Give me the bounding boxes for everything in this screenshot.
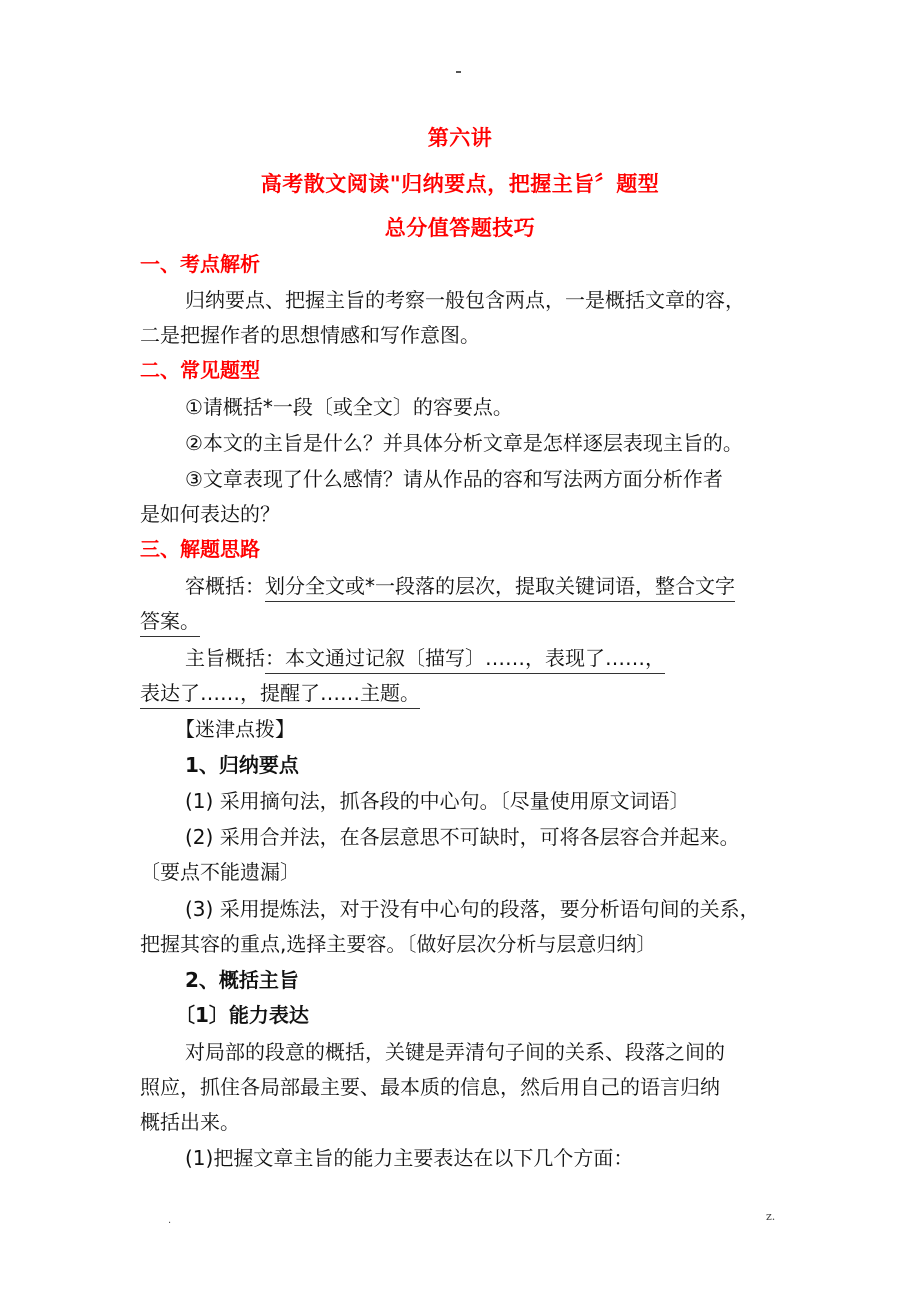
sub-title: 总分值答题技巧 <box>384 216 536 240</box>
summary-method-2: (2) 采用合并法，在各层意思不可缺时，可将各层容合并起来。 <box>185 825 740 849</box>
summary-method-3-cont: 把握其容的重点,选择主要容。〔做好层次分析与层意归纳〕 <box>140 932 657 956</box>
section1-para-line1: 归纳要点、把握主旨的考察一般包含两点，一是概括文章的容， <box>185 288 745 312</box>
lecture-title: 第六讲 <box>427 126 493 150</box>
footer-right-mark: z. <box>766 1210 776 1223</box>
content-summary-line1 <box>185 574 735 598</box>
summary-method-1: (1) 采用摘句法，抓各段的中心句。〔尽量使用原文词语〕 <box>185 789 690 813</box>
content-summary-method: 划分全文或*一段落的层次，提取关键词语，整合文字 <box>265 574 735 602</box>
header-mark <box>456 71 461 73</box>
ability-heading: 〔1〕能力表达 <box>175 1003 309 1027</box>
footer-left-mark: . <box>168 1215 172 1226</box>
theme-summary-template-cont: 表达了……，提醒了……主题。 <box>140 681 420 709</box>
content-summary-label: 容概括： <box>185 574 265 598</box>
ability-para-line2: 照应，抓住各局部最主要、最本质的信息，然后用自己的语言归纳 <box>140 1075 720 1099</box>
question-type-3-cont: 是如何表达的？ <box>140 502 280 526</box>
theme-summary-template: ：本文通过记叙〔描写〕……，表现了……， <box>265 646 665 674</box>
tips-heading: 【迷津点拨】 <box>175 717 295 741</box>
theme-summary-label: 主旨概括 <box>185 646 265 670</box>
content-summary-line2 <box>140 609 200 633</box>
question-type-3: ③文章表现了什么感情？请从作品的容和写法两方面分析作者 <box>185 467 723 491</box>
content-summary-method-cont: 答案。 <box>140 609 200 637</box>
main-title: 高考散文阅读"归纳要点，把握主旨〞题型 <box>260 172 660 196</box>
theme-summary-line1 <box>185 646 665 670</box>
subsection-2-heading: 2、概括主旨 <box>185 968 299 992</box>
section-heading-2: 二、常见题型 <box>140 358 260 382</box>
section-heading-1: 一、考点解析 <box>140 252 260 276</box>
section-heading-3: 三、解题思路 <box>140 537 260 561</box>
question-type-2: ②本文的主旨是什么？并具体分析文章是怎样逐层表现主旨的。 <box>185 431 743 455</box>
question-type-1: ①请概括*一段〔或全文〕的容要点。 <box>185 395 513 419</box>
subsection-1-heading: 1、归纳要点 <box>185 753 299 777</box>
summary-method-2-cont: 〔要点不能遗漏〕 <box>140 860 300 884</box>
summary-method-3: (3) 采用提炼法，对于没有中心句的段落，要分析语句间的关系， <box>185 897 760 921</box>
theme-summary-line2 <box>140 681 420 705</box>
ability-para-line3: 概括出来。 <box>140 1110 240 1134</box>
section1-para-line2: 二是把握作者的思想情感和写作意图。 <box>140 323 480 347</box>
ability-para-line1: 对局部的段意的概括，关键是弄清句子间的关系、段落之间的 <box>185 1040 725 1064</box>
theme-ability-point-1: (1)把握文章主旨的能力主要表达在以下几个方面： <box>185 1146 634 1170</box>
